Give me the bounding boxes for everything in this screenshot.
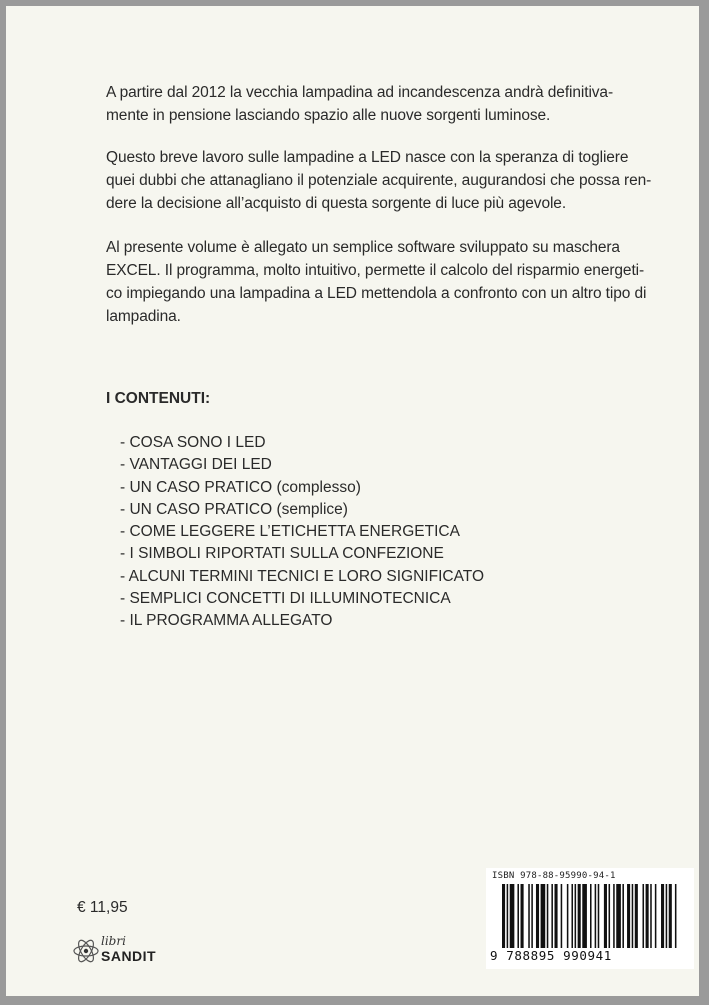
list-item: - UN CASO PRATICO (complesso) — [120, 478, 361, 496]
barcode-bar — [521, 884, 524, 948]
barcode-bar — [669, 884, 672, 948]
barcode-bar — [536, 884, 539, 948]
atom-logo-icon — [72, 937, 100, 965]
barcode-bar — [531, 884, 533, 948]
barcode-bar — [635, 884, 638, 948]
paragraph-line: Al presente volume è allegato un semplice software sviluppato su maschera — [106, 239, 620, 256]
paragraph-line: lampadina. — [106, 308, 181, 325]
barcode-bar — [541, 884, 546, 948]
barcode-bar — [517, 884, 519, 948]
barcode-bar — [595, 884, 597, 948]
list-item: - ALCUNI TERMINI TECNICI E LORO SIGNIFICATO — [120, 567, 485, 585]
barcode-bar — [632, 884, 634, 948]
paragraph-line: EXCEL. Il programma, molto intuitivo, permette il calcolo del risparmio energeti- — [106, 262, 645, 279]
list-item: - COME LEGGERE L’ETICHETTA ENERGETICA — [120, 523, 460, 541]
publisher-logo — [72, 934, 182, 970]
publisher-name: SANDIT — [101, 948, 157, 964]
list-item: - I SIMBOLI RIPORTATI SULLA CONFEZIONE — [120, 545, 444, 563]
book-back-cover — [6, 6, 699, 996]
paragraph-line: A partire dal 2012 la vecchia lampadina ad incandescenza andrà definitiva- — [106, 84, 614, 101]
isbn-number: ISBN 978-88-95990-94-1 — [492, 871, 616, 881]
paragraph-line: mente in pensione lasciando spazio alle nuove sorgenti luminose. — [106, 107, 551, 124]
barcode-bar — [561, 884, 563, 948]
barcode-bar — [675, 884, 677, 948]
contents-heading: I CONTENUTI: — [106, 390, 211, 407]
barcode-bar — [528, 884, 530, 948]
list-item: - IL PROGRAMMA ALLEGATO — [120, 612, 333, 630]
barcode-bar — [510, 884, 515, 948]
description-paragraph-2 — [106, 146, 652, 215]
barcode-bar — [616, 884, 621, 948]
price-label: € 11,95 — [77, 899, 128, 916]
barcode-bar — [507, 884, 509, 948]
barcode-bar — [575, 884, 577, 948]
barcode-bar — [502, 884, 505, 948]
paragraph-line: dere la decisione all’acquisto di questa sorgente di luce più agevole. — [106, 195, 567, 212]
barcode-bar — [590, 884, 592, 948]
barcode-bar — [571, 884, 573, 948]
description-paragraph-1 — [106, 81, 636, 127]
list-item: - VANTAGGI DEI LED — [120, 456, 272, 474]
barcode-bars — [502, 884, 678, 948]
barcode-bar — [627, 884, 630, 948]
barcode-bar — [567, 884, 569, 948]
description-paragraph-3 — [106, 236, 647, 328]
barcode-bar — [646, 884, 649, 948]
publisher-tagline: libri — [101, 934, 126, 948]
barcode-bar — [613, 884, 615, 948]
list-item: - COSA SONO I LED — [120, 434, 266, 451]
list-item: - SEMPLICI CONCETTI DI ILLUMINOTECNICA — [120, 590, 451, 608]
barcode-bar — [604, 884, 607, 948]
barcode-bar — [609, 884, 611, 948]
barcode-bar — [661, 884, 664, 948]
barcode-bar — [582, 884, 587, 948]
barcode-bar — [598, 884, 600, 948]
barcode-bar — [642, 884, 644, 948]
barcode-bar — [551, 884, 553, 948]
ean-number: 9 788895 990941 — [490, 948, 612, 963]
barcode-bar — [650, 884, 652, 948]
contents-list — [120, 432, 484, 633]
list-item: - UN CASO PRATICO (semplice) — [120, 500, 348, 518]
paragraph-line: Questo breve lavoro sulle lampadine a LED nasce con la speranza di togliere — [106, 149, 629, 166]
barcode-bar — [554, 884, 557, 948]
barcode-bar — [547, 884, 549, 948]
isbn-barcode — [486, 868, 694, 969]
barcode-bar — [666, 884, 668, 948]
paragraph-line: quei dubbi che attanagliano il potenziale acquirente, augurandosi che possa ren- — [106, 172, 652, 189]
barcode-bar — [578, 884, 581, 948]
barcode-bar — [655, 884, 657, 948]
paragraph-line: co impiegando una lampadina a LED mettendola a confronto con un altro tipo di — [106, 285, 647, 302]
barcode-bar — [622, 884, 624, 948]
